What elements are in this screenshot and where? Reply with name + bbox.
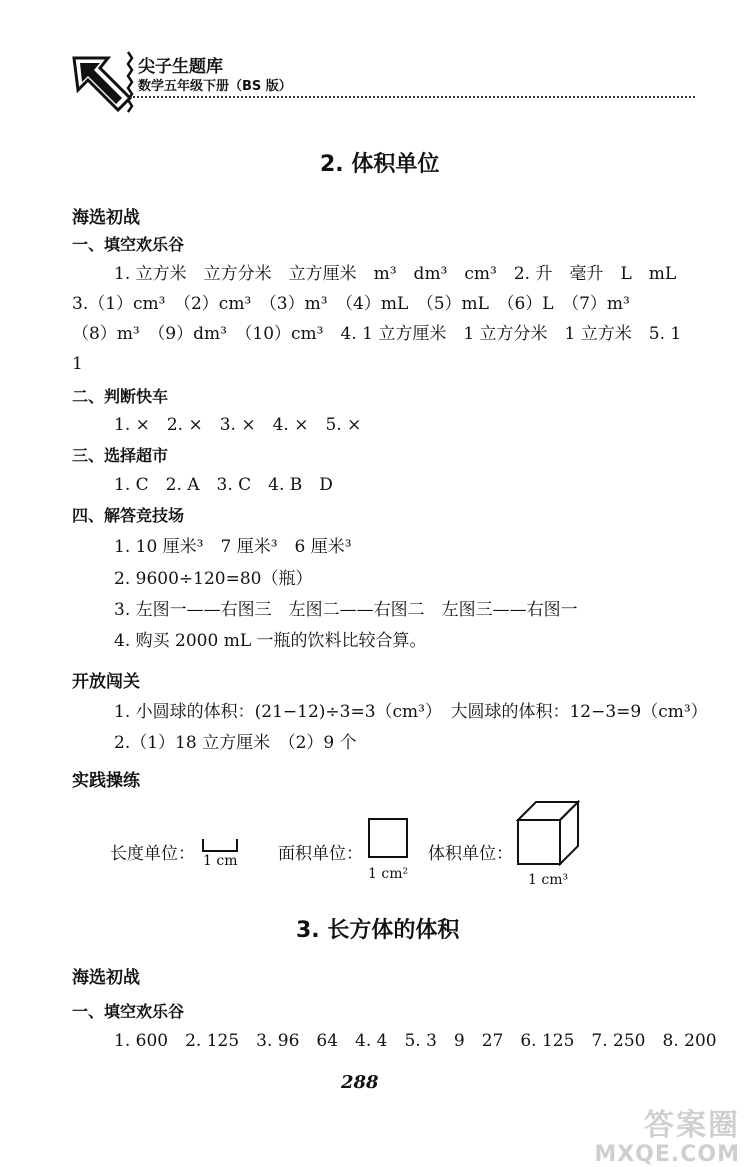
section-title-cuboid-volume: 3. 长方体的体积 — [296, 918, 460, 943]
answer-line: 2.（1）18 立方厘米 （2）9 个 — [114, 733, 357, 753]
length-unit-label: 长度单位： — [110, 844, 195, 864]
question-title-fill-blank: 一、填空欢乐谷 — [72, 1002, 185, 1021]
watermark — [594, 1100, 740, 1167]
page-number: 288 — [341, 1072, 379, 1093]
part-title-haixuan: 海选初战 — [72, 968, 140, 988]
header-dotted-divider — [133, 96, 695, 98]
question-title-solve: 四、解答竞技场 — [72, 506, 185, 525]
volume-unit-caption: 1 cm³ — [528, 872, 569, 888]
question-title-multiple-choice: 三、选择超市 — [72, 446, 169, 465]
part-title-practice: 实践操练 — [72, 771, 140, 791]
answer-line: 1. 10 厘米³ 7 厘米³ 6 厘米³ — [114, 537, 352, 557]
answer-line: 1. 600 2. 125 3. 96 64 4. 4 5. 3 9 27 6. 125 7. 250 8. 200 — [114, 1031, 717, 1051]
answer-line: 2. 9600÷120=80（瓶） — [114, 569, 313, 589]
watermark-line2: MXQE.COM — [594, 1142, 740, 1167]
length-unit-caption: 1 cm — [203, 853, 238, 869]
answer-line: 1. 立方米 立方分米 立方厘米 m³ dm³ cm³ 2. 升 毫升 L mL — [114, 264, 677, 284]
header-book-title: 数学五年级下册（BS 版） — [138, 79, 292, 94]
area-unit-label: 面积单位： — [278, 844, 363, 864]
part-title-open: 开放闯关 — [72, 672, 140, 692]
area-unit-square — [368, 818, 408, 858]
area-unit-caption: 1 cm² — [368, 866, 409, 882]
answer-line: 4. 购买 2000 mL 一瓶的饮料比较合算。 — [114, 631, 427, 651]
part-title-haixuan: 海选初战 — [72, 208, 140, 228]
volume-unit-cube — [516, 800, 580, 866]
answer-line: 1. 小圆球的体积：(21−12)÷3=3（cm³） 大圆球的体积：12−3=9（cm³） — [114, 702, 708, 722]
question-title-fill-blank: 一、填空欢乐谷 — [72, 235, 185, 254]
length-unit-segment — [201, 838, 239, 852]
answer-line: 3.（1）cm³ （2）cm³ （3）m³ （4）mL （5）mL （6）L （7）m³ — [72, 294, 630, 314]
answer-line: 1. × 2. × 3. × 4. × 5. × — [114, 415, 362, 435]
watermark-line1: 答案圈 — [644, 1108, 740, 1143]
header-logo-arrow-icon — [70, 50, 134, 116]
answer-line: 3. 左图一——右图三 左图二——右图二 左图三——右图一 — [114, 600, 578, 620]
answer-line: 1 — [72, 354, 83, 374]
answer-line: （8）m³ （9）dm³ （10）cm³ 4. 1 立方厘米 1 立方分米 1 立方米 5. 1 — [72, 324, 682, 344]
header-series-title: 尖子生题库 — [138, 57, 223, 77]
section-title-volume-units: 2. 体积单位 — [320, 152, 440, 177]
answer-line: 1. C 2. A 3. C 4. B D — [114, 475, 333, 495]
volume-unit-label: 体积单位： — [428, 844, 513, 864]
question-title-true-false: 二、判断快车 — [72, 387, 169, 406]
